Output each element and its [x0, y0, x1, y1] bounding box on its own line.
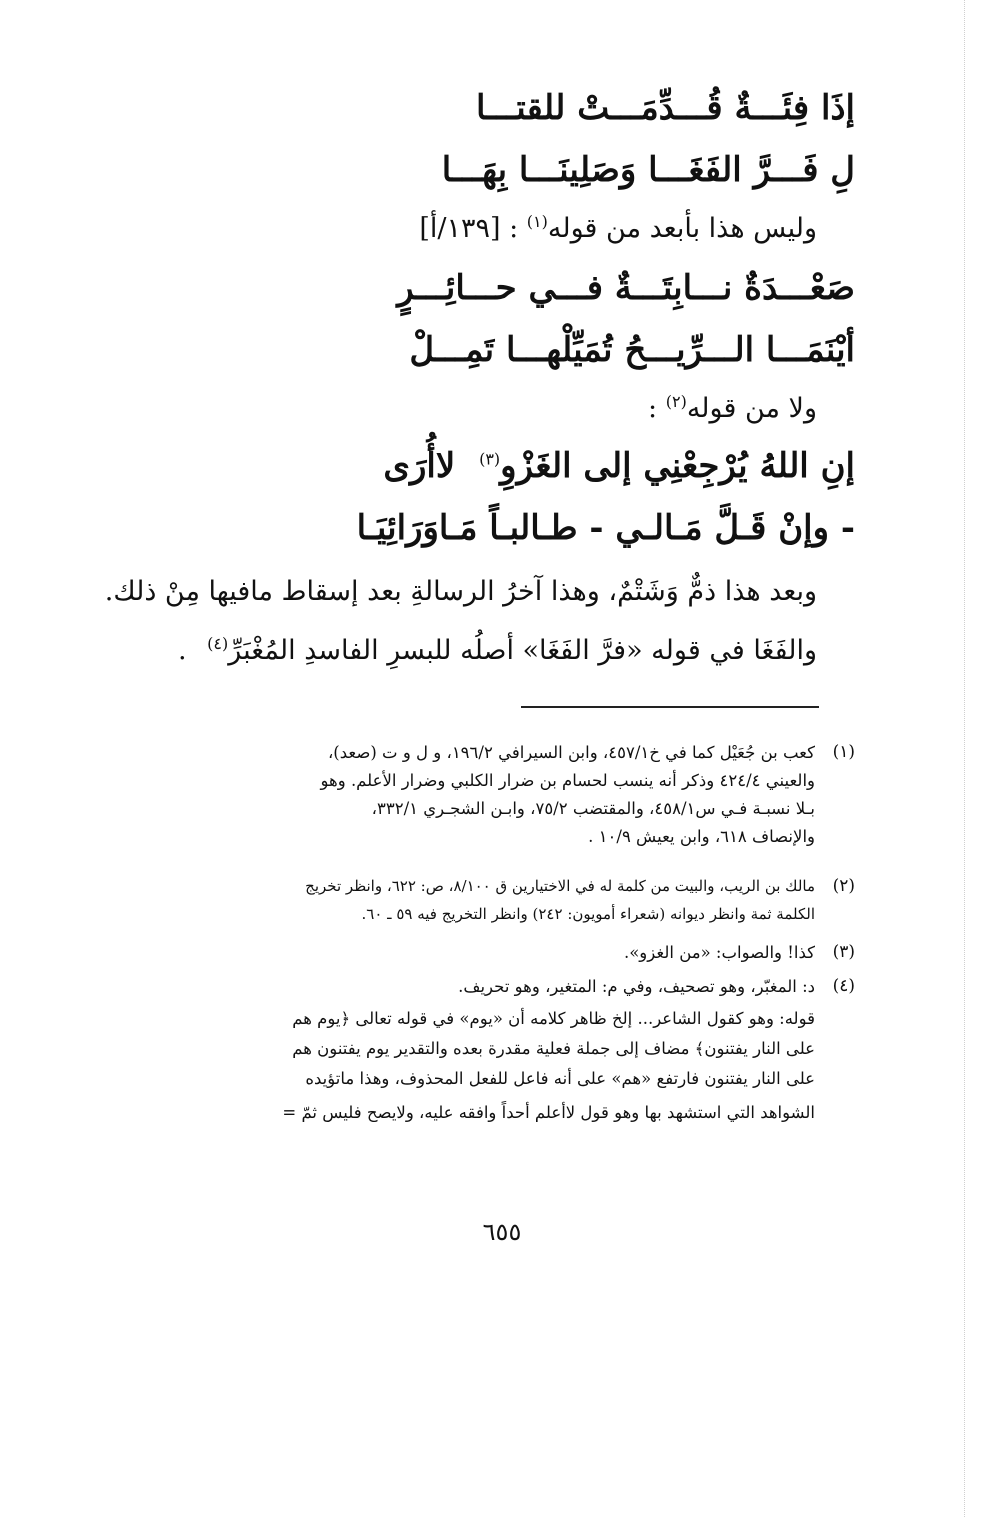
- verse-line: - وإنْ قَـلَّ مَـالـي - طـالبـاً مَـاوَرَائِيَـا: [356, 508, 855, 548]
- footnote-line: مالك بن الريب، والبيت من كلمة له في الاختيارين ق ٨/١٠٠، ص: ٦٢٢، وانظر تخريج: [305, 877, 815, 895]
- prose-text: والفَغَا في قوله «فرَّ الفَغَا» أصلُه للبسرِ الفاسدِ المُغْبَرِّ: [228, 635, 817, 666]
- footnote-line: والإنصاف ٦١٨، وابن يعيش ١٠/٩ .: [588, 827, 815, 846]
- footnote-number: (٣): [832, 942, 855, 962]
- footnote-number: (٤): [832, 976, 855, 996]
- page-edge: [964, 0, 965, 1517]
- verse-line: لِ فَـــرَّ الفَغَـــا وَصَلِينَـــا بِهَـــا: [441, 150, 855, 190]
- prose-line: [648, 392, 817, 424]
- footnote-ref: (٢): [665, 392, 687, 411]
- footnote-ref: (٣): [479, 449, 501, 469]
- footnote-line: قوله: وهو كقول الشاعر... إلخ ظاهر كلامه أن «يوم» في قوله تعالى ﴿يوم هم: [292, 1009, 815, 1028]
- prose-line: [419, 212, 817, 244]
- verse-line: أيْنَمَـــا الـــرِّيـــحُ تُمَيِّلْهـــا تَمِـــلْ: [409, 330, 855, 370]
- footnote-line: على النار يفتنون﴾ مضاف إلى جملة فعلية مقدرة بعده والتقدير يوم يفتنون هم: [292, 1039, 815, 1058]
- prose-line: [178, 634, 817, 666]
- footnote-line: على النار يفتنون فارتفع «هم» على أنه فاعل للفعل المحذوف، وهذا ماتؤيده: [305, 1069, 815, 1088]
- footnote-ref: (١): [526, 212, 548, 231]
- footnote-line: الكلمة ثمة وانظر ديوانه (شعراء أمويون: ٢٤٢) وانظر التخريج فيه ٥٩ ـ ٦٠.: [361, 905, 815, 923]
- footnote-line: الشواهد التي استشهد بها وهو قول لاأعلم أحداً وافقه عليه، ولايصح فليس ثمّ =: [282, 1103, 815, 1122]
- verse-line: إذَا فِئَـــةٌ قُـــدِّمَـــتْ للقتـــا: [476, 88, 855, 128]
- page-number: ٦٥٥: [482, 1218, 522, 1246]
- footnote-line: كعب بن جُعَيْل كما في خ٤٥٧/١، وابن السيرافي ١٩٦/٢، و ل و ت (صعد)،: [327, 743, 815, 762]
- prose-text: ولا من قوله: [686, 393, 817, 424]
- footnote-number: (١): [832, 742, 855, 762]
- footnote-line: بـلا نسبـة فـي س٤٥٨/١، والمقتضب ٧٥/٢، وابـن الشجـري ٣٣٢/١،: [371, 799, 815, 818]
- verse-text: لاأُرَى: [383, 446, 456, 486]
- colon: :: [648, 393, 658, 424]
- footnote-line: كذا! والصواب: «من الغزو».: [623, 943, 815, 962]
- verse-line: [383, 446, 855, 486]
- footnote-line: د: المغبّر، وهو تصحيف، وفي م: المتغير، وهو تحريف.: [458, 977, 815, 996]
- footnote-line: والعيني ٤٢٤/٤ وذكر أنه ينسب لحسام بن ضرار الكلبي وضرار الأعلم. وهو: [320, 771, 815, 790]
- full-stop: .: [177, 635, 187, 666]
- verse-text: إنِ اللهُ يُرْجِعْنِي إلى الغَزْوِ: [500, 446, 855, 486]
- prose-text: وليس هذا بأبعد من قوله: [547, 213, 817, 244]
- folio-ref: : [١٣٩/أ]: [419, 213, 519, 244]
- prose-line: وبعد هذا ذمٌّ وَشَتْمٌ، وهذا آخرُ الرسالةِ بعد إسقاط مافيها مِنْ ذلك.: [104, 576, 817, 607]
- footnote-separator: [521, 706, 819, 708]
- footnote-ref: (٤): [207, 634, 229, 653]
- footnote-number: (٢): [832, 876, 855, 896]
- verse-line: صَعْـــدَةٌ نـــابِتَـــةٌ فـــي حـــائِـــرٍ: [397, 268, 855, 308]
